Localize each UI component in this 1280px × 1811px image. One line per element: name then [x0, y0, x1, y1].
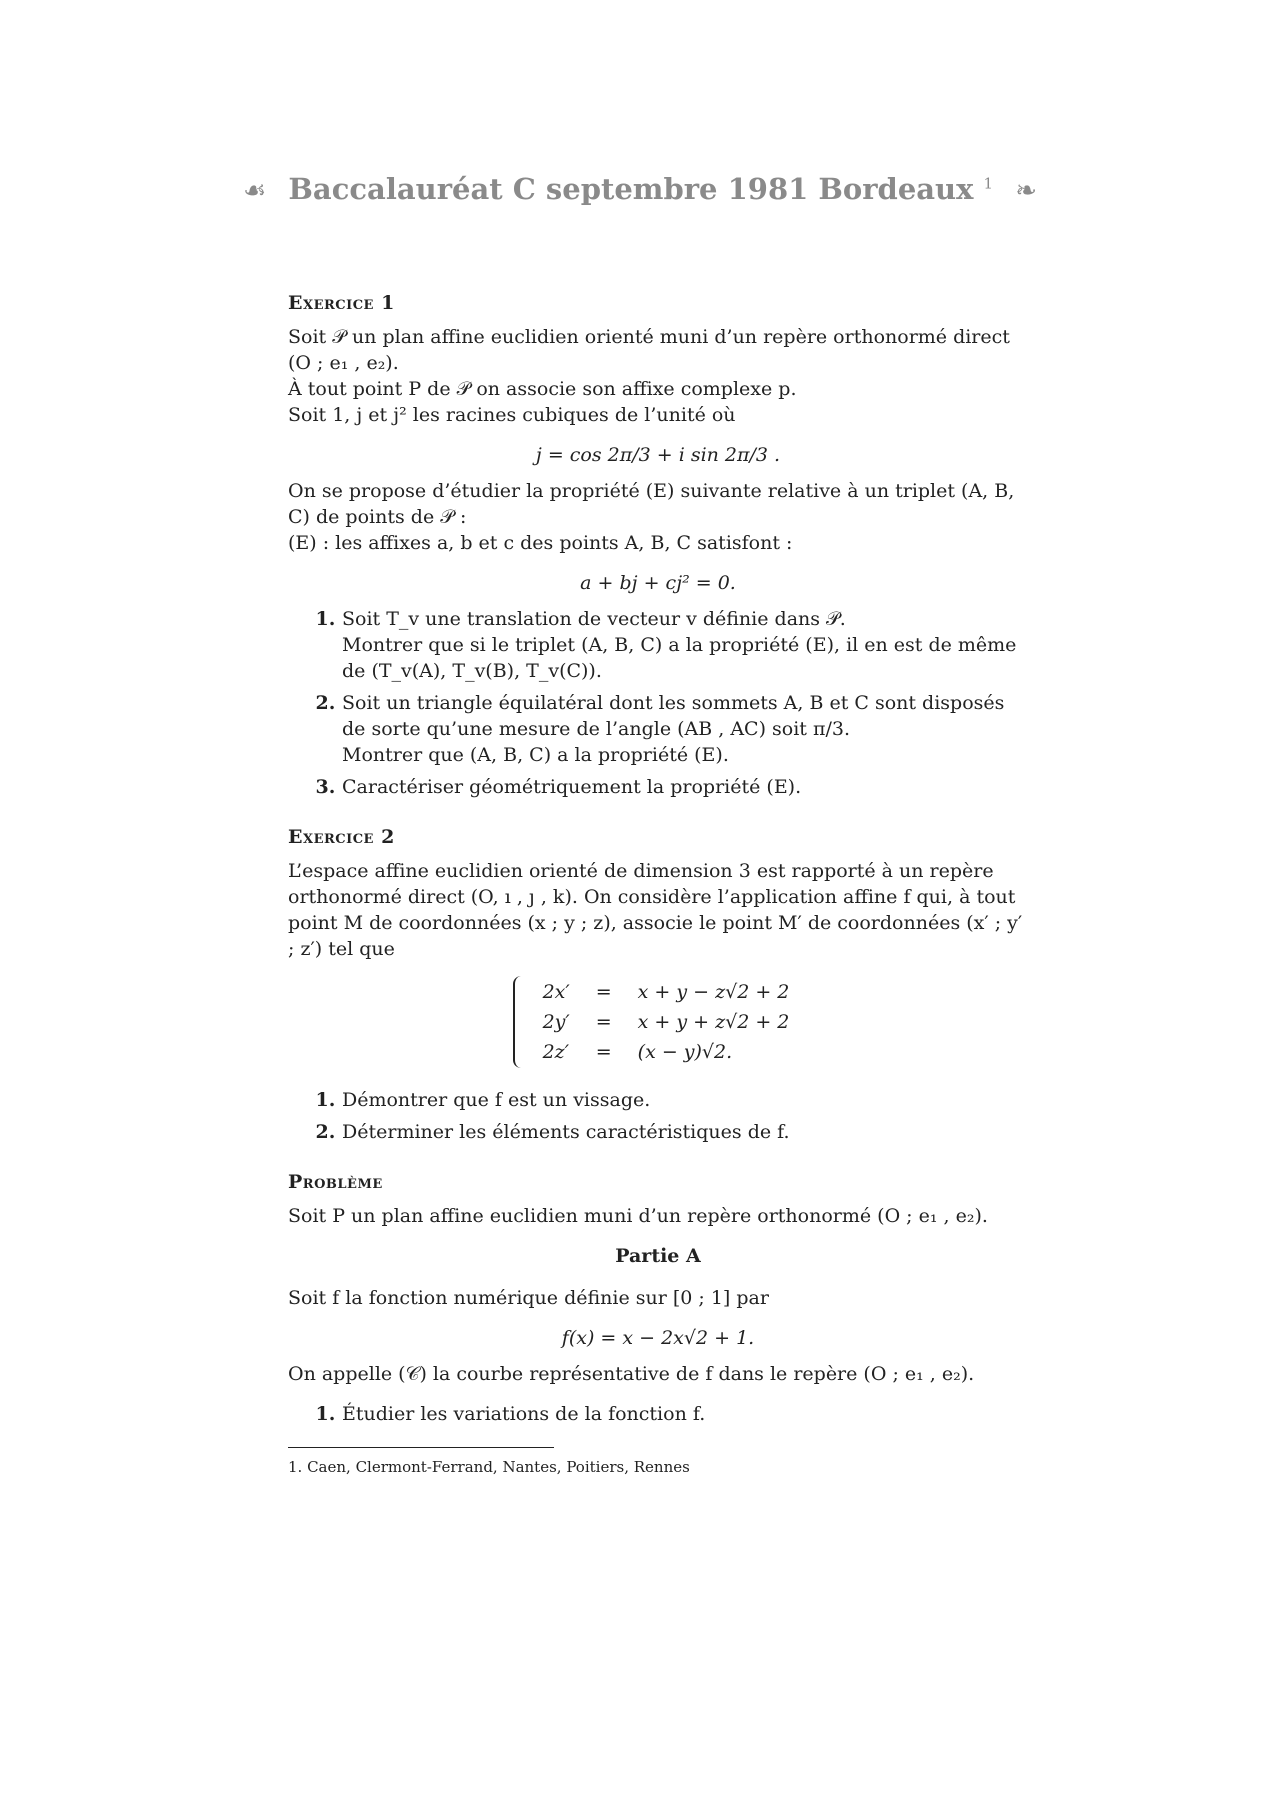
ornament-left-icon: ☙ — [243, 176, 267, 206]
ex1-question-1-text: Soit T_v une translation de vecteur v définie dans 𝒫. — [342, 608, 846, 630]
system-row — [531, 978, 802, 1006]
ex1-equation-j: j = cos 2π/3 + i sin 2π/3 . — [535, 444, 781, 466]
ex1-paragraph-1: Soit 𝒫 un plan affine euclidien orienté muni d’un repère orthonormé direct (O ; e₁ , e₂). — [288, 326, 1010, 374]
ex1-paragraph-4: On se propose d’étudier la propriété (E) suivante relative à un triplet (A, B, C) de points de 𝒫 : — [288, 480, 1015, 528]
ex2-paragraph-1: L’espace affine euclidien orienté de dimension 3 est rapporté à un repère orthonormé direct (O, ı , ȷ , k). On considère l’application affine f qui, à tout point M de coordonnées (x ; y ; z), associe le point M′ de coordonnées (x′ ; y′ ; z′) tel que — [288, 860, 1023, 960]
problem-equation-f: f(x) = x − 2x√2 + 1. — [561, 1327, 755, 1349]
ex1-equation-e: a + bj + cj² = 0. — [580, 572, 736, 594]
system-equals: = — [595, 1011, 612, 1033]
problem-question-1: 1. Étudier les variations de la fonction f. — [342, 1401, 1028, 1427]
system-rhs: x + y + z√2 + 2 — [637, 1011, 790, 1033]
document-title — [0, 172, 1280, 206]
problem-paragraph-3: On appelle (𝒞) la courbe représentative de f dans le repère (O ; e₁ , e₂). — [288, 1363, 975, 1385]
system-lhs: 2x′ — [542, 981, 570, 1003]
footnote-divider — [288, 1447, 554, 1448]
ex1-question-list — [288, 606, 1028, 800]
problem-question-list — [288, 1401, 1028, 1427]
ornament-right-icon: ❧ — [1015, 176, 1037, 206]
ex2-question-1: 1. Démontrer que f est un vissage. — [342, 1087, 1028, 1113]
problem-paragraph-1: Soit P un plan affine euclidien muni d’un repère orthonormé (O ; e₁ , e₂). — [288, 1205, 988, 1227]
ex1-question-3-text: Caractériser géométriquement la propriété (E). — [342, 776, 802, 798]
ex1-question-2-text: Soit un triangle équilatéral dont les sommets A, B et C sont disposés de sorte qu’une mesure de l’angle (AB , AC) soit π/3. — [342, 692, 1005, 740]
exercise-2-heading: Exercice 2 — [288, 826, 395, 848]
ex1-paragraph-3: Soit 1, j et j² les racines cubiques de l’unité où — [288, 404, 736, 426]
document-body — [288, 290, 1028, 1480]
ex2-question-list — [288, 1087, 1028, 1145]
ex1-question-3 — [342, 774, 1028, 800]
ex1-question-2-text-b: Montrer que (A, B, C) a la propriété (E). — [342, 744, 729, 766]
system-lhs: 2y′ — [542, 1011, 570, 1033]
ex1-question-2 — [342, 690, 1028, 768]
exercise-1-heading: Exercice 1 — [288, 292, 395, 314]
ex1-paragraph-2: À tout point P de 𝒫 on associe son affixe complexe p. — [288, 378, 797, 400]
system-equals: = — [595, 1041, 612, 1063]
problem-paragraph-2: Soit f la fonction numérique définie sur [0 ; 1] par — [288, 1287, 769, 1309]
ex1-question-1-text-b: Montrer que si le triplet (A, B, C) a la propriété (E), il en est de même de (T_v(A), T_v(B), T_v(C)). — [342, 634, 1017, 682]
ex2-question-2: 2. Déterminer les éléments caractéristiques de f. — [342, 1119, 1028, 1145]
system-lhs: 2z′ — [542, 1041, 570, 1063]
system-rhs: (x − y)√2. — [637, 1041, 733, 1063]
system-equals: = — [595, 981, 612, 1003]
ex1-question-1 — [342, 606, 1028, 684]
system-row — [531, 1008, 802, 1036]
footnote: 1. Caen, Clermont-Ferrand, Nantes, Poitiers, Rennes — [288, 1458, 690, 1476]
ex2-system — [288, 976, 1028, 1075]
title-footnote-mark: 1 — [983, 174, 994, 193]
problem-heading: Problème — [288, 1171, 383, 1193]
ex2-system-table — [513, 976, 804, 1068]
ex1-paragraph-5: (E) : les affixes a, b et c des points A, B, C satisfont : — [288, 532, 793, 554]
system-row — [531, 1038, 802, 1066]
title-text: Baccalauréat C septembre 1981 Bordeaux — [288, 172, 974, 206]
system-rhs: x + y − z√2 + 2 — [637, 981, 790, 1003]
part-a-heading: Partie A — [615, 1245, 701, 1267]
